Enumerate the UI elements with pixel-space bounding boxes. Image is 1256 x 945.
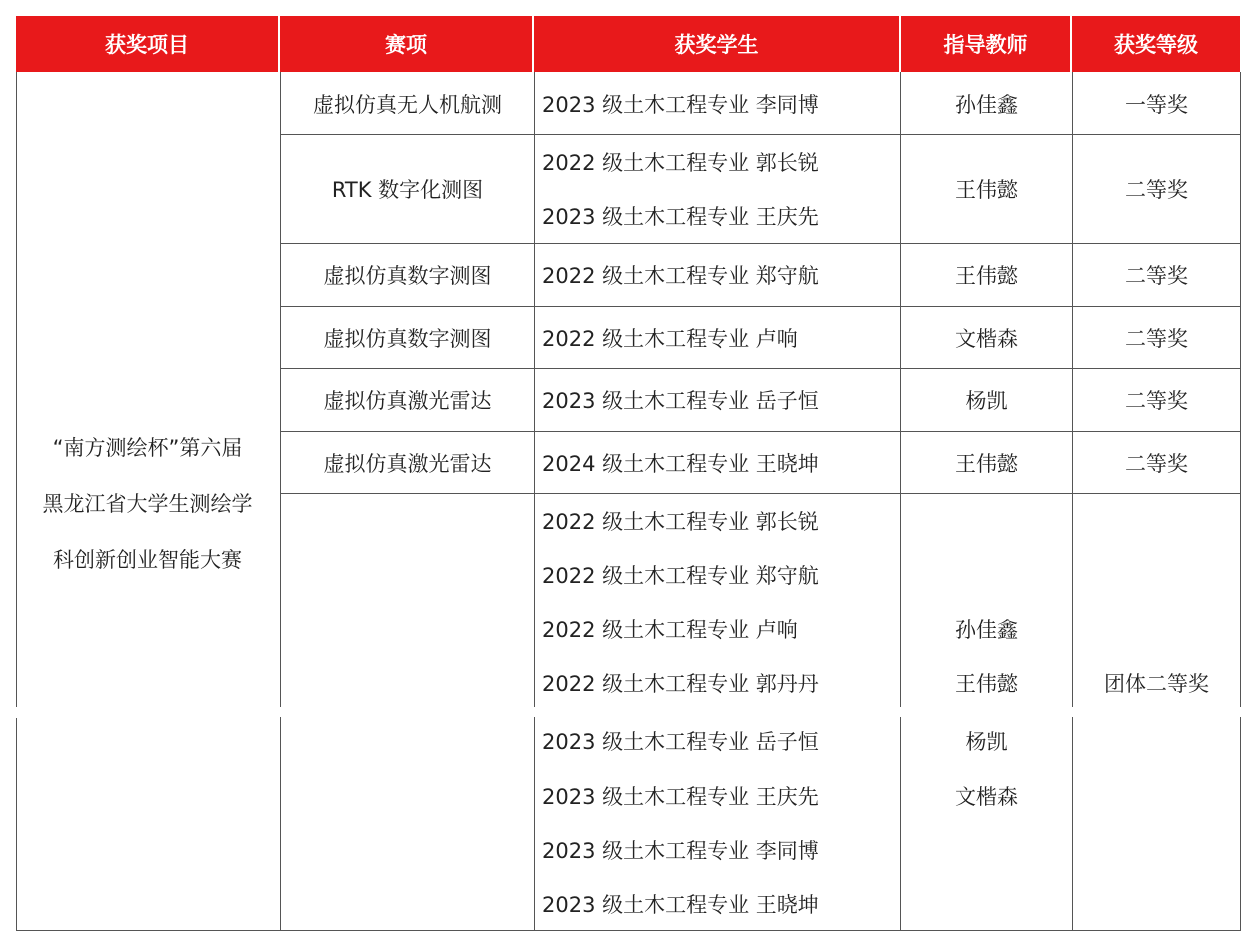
- student-entry: 2022 级土木工程专业 郭长锐: [542, 510, 819, 534]
- student-entry: 2023 级土木工程专业 王庆先: [542, 205, 819, 229]
- teacher-cell: 王伟懿: [955, 451, 1018, 476]
- award-project-name: [16, 420, 279, 588]
- header-teachers: 指导教师: [901, 16, 1072, 72]
- project-line: “南方测绘杯”第六届: [52, 436, 243, 460]
- award-cell: 二等奖: [1125, 326, 1188, 351]
- student-entry: 2023 级土木工程专业 岳子恒: [542, 730, 819, 754]
- award-cell: 二等奖: [1125, 389, 1188, 413]
- student-entry: 2022 级土木工程专业 卢响: [542, 326, 798, 351]
- event-cell: 虚拟仿真数字测图: [323, 326, 492, 351]
- teacher-cell: 王伟懿: [955, 178, 1018, 202]
- header-project: 获奖项目: [16, 16, 280, 72]
- header-award-level: 获奖等级: [1072, 16, 1240, 72]
- award-cell: 二等奖: [1125, 264, 1188, 288]
- award-cell: 二等奖: [1125, 178, 1188, 202]
- header-event: 赛项: [280, 16, 534, 72]
- student-entry: 2022 级土木工程专业 郭长锐: [542, 151, 819, 175]
- teacher-entry: 王伟懿: [955, 672, 1018, 696]
- student-entry: 2022 级土木工程专业 郑守航: [542, 264, 819, 288]
- award-cell: 一等奖: [1125, 92, 1188, 117]
- student-entry: 2023 级土木工程专业 李同博: [542, 839, 819, 863]
- award-cell: 二等奖: [1125, 451, 1188, 476]
- student-entry: 2023 级土木工程专业 岳子恒: [542, 389, 819, 413]
- grid-line: [534, 72, 535, 930]
- student-entry: 2022 级土木工程专业 卢响: [542, 618, 798, 642]
- teacher-cell: 杨凯: [965, 389, 1008, 413]
- award-cell: 团体二等奖: [1104, 672, 1209, 696]
- student-entry: 2022 级土木工程专业 郭丹丹: [542, 672, 819, 696]
- header-students: 获奖学生: [534, 16, 901, 72]
- grid-line: [1240, 72, 1241, 930]
- student-entry: 2023 级土木工程专业 王晓坤: [542, 893, 819, 917]
- teacher-entry: 文楷森: [955, 785, 1018, 809]
- student-entry: 2024 级土木工程专业 王晓坤: [542, 451, 819, 476]
- student-entry: 2023 级土木工程专业 李同博: [542, 92, 819, 117]
- teacher-entry: 孙佳鑫: [955, 618, 1018, 642]
- event-cell: 虚拟仿真激光雷达: [323, 451, 492, 476]
- project-line: 科创新创业智能大赛: [53, 548, 242, 572]
- teacher-cell: 王伟懿: [955, 264, 1018, 288]
- teacher-cell: 孙佳鑫: [955, 92, 1018, 117]
- teacher-cell: 文楷森: [955, 326, 1018, 351]
- project-line: 黑龙江省大学生测绘学: [42, 492, 253, 516]
- teacher-entry: 杨凯: [965, 730, 1008, 754]
- event-cell: 虚拟仿真数字测图: [323, 264, 492, 288]
- event-cell: 虚拟仿真无人机航测: [313, 92, 502, 117]
- event-cell: 虚拟仿真激光雷达: [323, 389, 492, 413]
- grid-line: [16, 717, 280, 718]
- event-cell: RTK 数字化测图: [331, 178, 484, 202]
- student-entry: 2022 级土木工程专业 郑守航: [542, 564, 819, 588]
- student-entry: 2023 级土木工程专业 王庆先: [542, 785, 819, 809]
